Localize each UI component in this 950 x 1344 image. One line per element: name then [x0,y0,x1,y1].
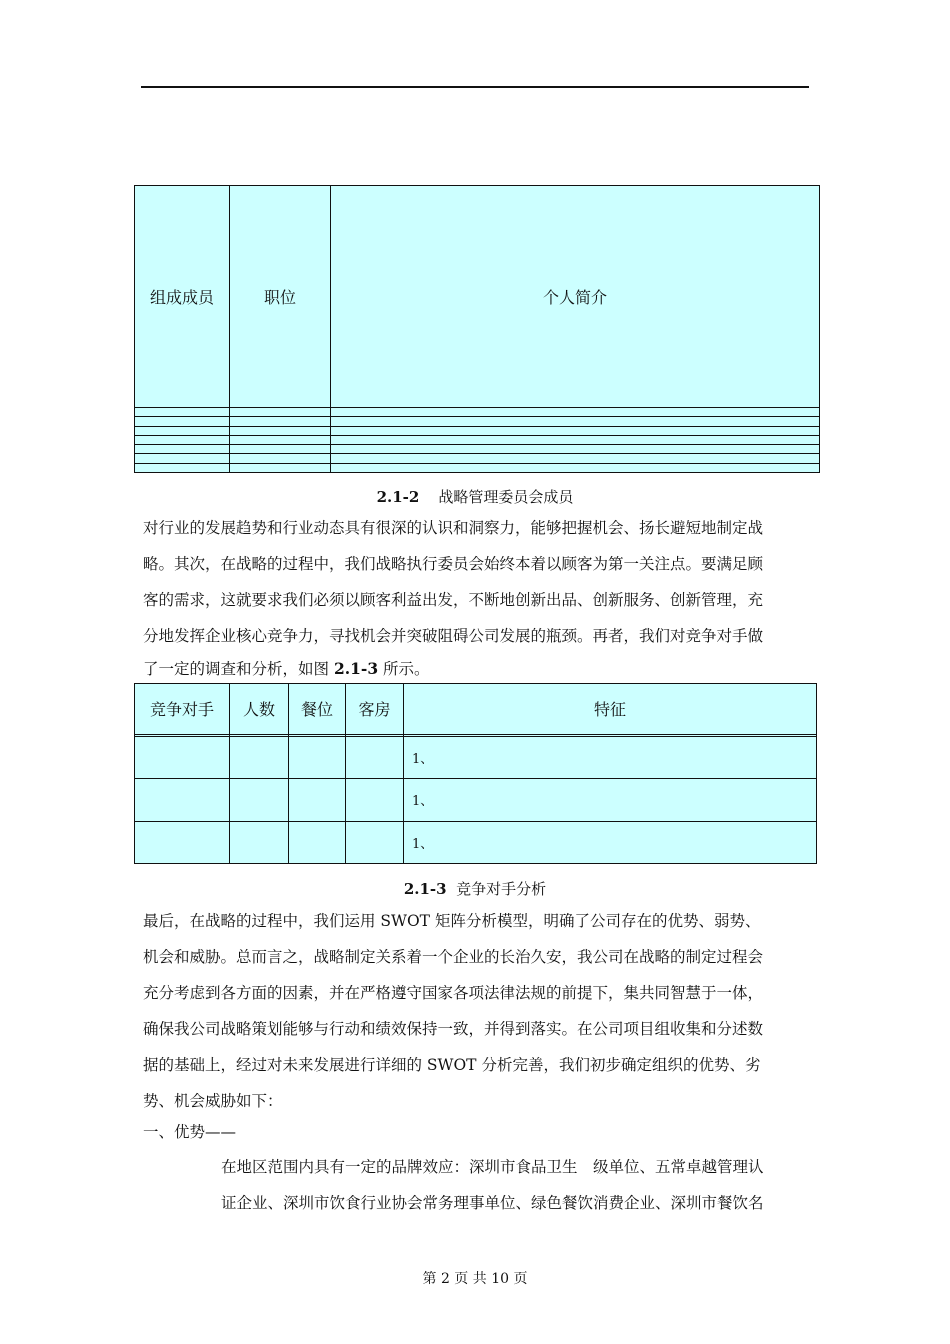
column-header: 个人简介 [331,186,820,408]
caption-number: 2.1-2 [376,488,420,506]
text-line: 确保我公司战略策划能够与行动和绩效保持一致，并得到落实。在公司项目组收集和分述数 [143,1020,764,1038]
table-header-row [135,186,820,408]
column-header: 组成成员 [135,186,230,408]
text-line: 证企业、深圳市饮食行业协会常务理事单位、绿色餐饮消费企业、深圳市餐饮名 [221,1194,764,1212]
caption-text: 战略管理委员会成员 [438,488,574,506]
text-line: 略。其次，在战略的过程中，我们战略执行委员会始终本着以顾客为第一关注点。要满足顾 [143,555,764,573]
table-cell [230,736,289,778]
table-caption-1 [0,486,950,507]
table-cell [331,454,820,463]
table-row [135,408,820,417]
table-cell [135,454,230,463]
table-row [135,445,820,454]
section-heading: 一、优势—— [143,1123,237,1141]
table-cell [135,736,230,778]
table-cell [135,408,230,417]
column-header: 职位 [230,186,331,408]
table-cell [346,821,404,863]
table-cell [289,821,346,863]
table-cell [135,417,230,426]
caption-number: 2.1-3 [403,880,447,898]
text-line: 据的基础上，经过对未来发展进行详细的 SWOT 分析完善，我们初步确定组织的优势、劣 [143,1056,761,1074]
text-line: 客的需求，这就要求我们必须以顾客利益出发，不断地创新出品、创新服务、创新管理，充 [143,591,764,609]
competitor-analysis-table [134,683,817,864]
table-cell [135,821,230,863]
table-cell [135,463,230,472]
figure-reference: 2.1-3 [333,659,379,678]
table-cell [135,426,230,435]
text-line: 在地区范围内具有一定的品牌效应：深圳市食品卫生 级单位、五常卓越管理认 [221,1158,764,1176]
table-cell [331,417,820,426]
table-cell [135,445,230,454]
table-row [135,779,817,821]
table-cell [289,779,346,821]
header-rule [141,86,809,88]
table-cell [135,435,230,444]
page-footer: 第 2 页 共 10 页 [422,1271,528,1287]
table-row [135,454,820,463]
column-header: 客房 [346,684,404,735]
table-header-row [135,684,817,735]
table-cell [331,426,820,435]
table-row [135,463,820,472]
table-caption-2 [0,878,950,899]
column-header: 餐位 [289,684,346,735]
table-cell [230,426,331,435]
table-cell [331,463,820,472]
table-cell [331,408,820,417]
table-cell: 1、 [404,821,817,863]
column-header: 人数 [230,684,289,735]
table-cell [230,779,289,821]
paragraph-2 [143,903,813,1119]
text-line: 了一定的调查和分析，如图 2.1-3 所示。 [143,659,430,678]
text-line: 对行业的发展趋势和行业动态具有很深的认识和洞察力，能够把握机会、扬长避短地制定战 [143,519,764,537]
column-header: 特征 [404,684,817,735]
paragraph-1 [143,510,813,684]
column-header: 竞争对手 [135,684,230,735]
table-cell [346,779,404,821]
caption-text: 竞争对手分析 [456,880,547,898]
table-row [135,417,820,426]
text-line: 机会和威胁。总而言之，战略制定关系着一个企业的长治久安，我公司在战略的制定过程会 [143,948,764,966]
table-row [135,821,817,863]
table-cell: 1、 [404,779,817,821]
table-cell [289,736,346,778]
table-cell [331,445,820,454]
table-cell [230,417,331,426]
text-line: 最后，在战略的过程中，我们运用 SWOT 矩阵分析模型，明确了公司存在的优势、弱势、 [143,912,761,930]
table-cell [331,435,820,444]
table-cell [230,435,331,444]
table-cell [230,454,331,463]
table-cell: 1、 [404,736,817,778]
table-cell [135,779,230,821]
table-cell [230,408,331,417]
table-row [135,426,820,435]
table-cell [230,445,331,454]
table-row [135,736,817,778]
committee-members-table [134,185,820,473]
text-line: 势、机会威胁如下： [143,1092,283,1110]
table-cell [230,463,331,472]
table-cell [346,736,404,778]
table-cell [230,821,289,863]
strength-paragraph [221,1149,813,1221]
table-row [135,435,820,444]
text-line: 充分考虑到各方面的因素，并在严格遵守国家各项法律法规的前提下，集共同智慧于一体， [143,984,764,1002]
text-line: 分地发挥企业核心竞争力，寻找机会并突破阻碍公司发展的瓶颈。再者，我们对竞争对手做 [143,627,764,645]
